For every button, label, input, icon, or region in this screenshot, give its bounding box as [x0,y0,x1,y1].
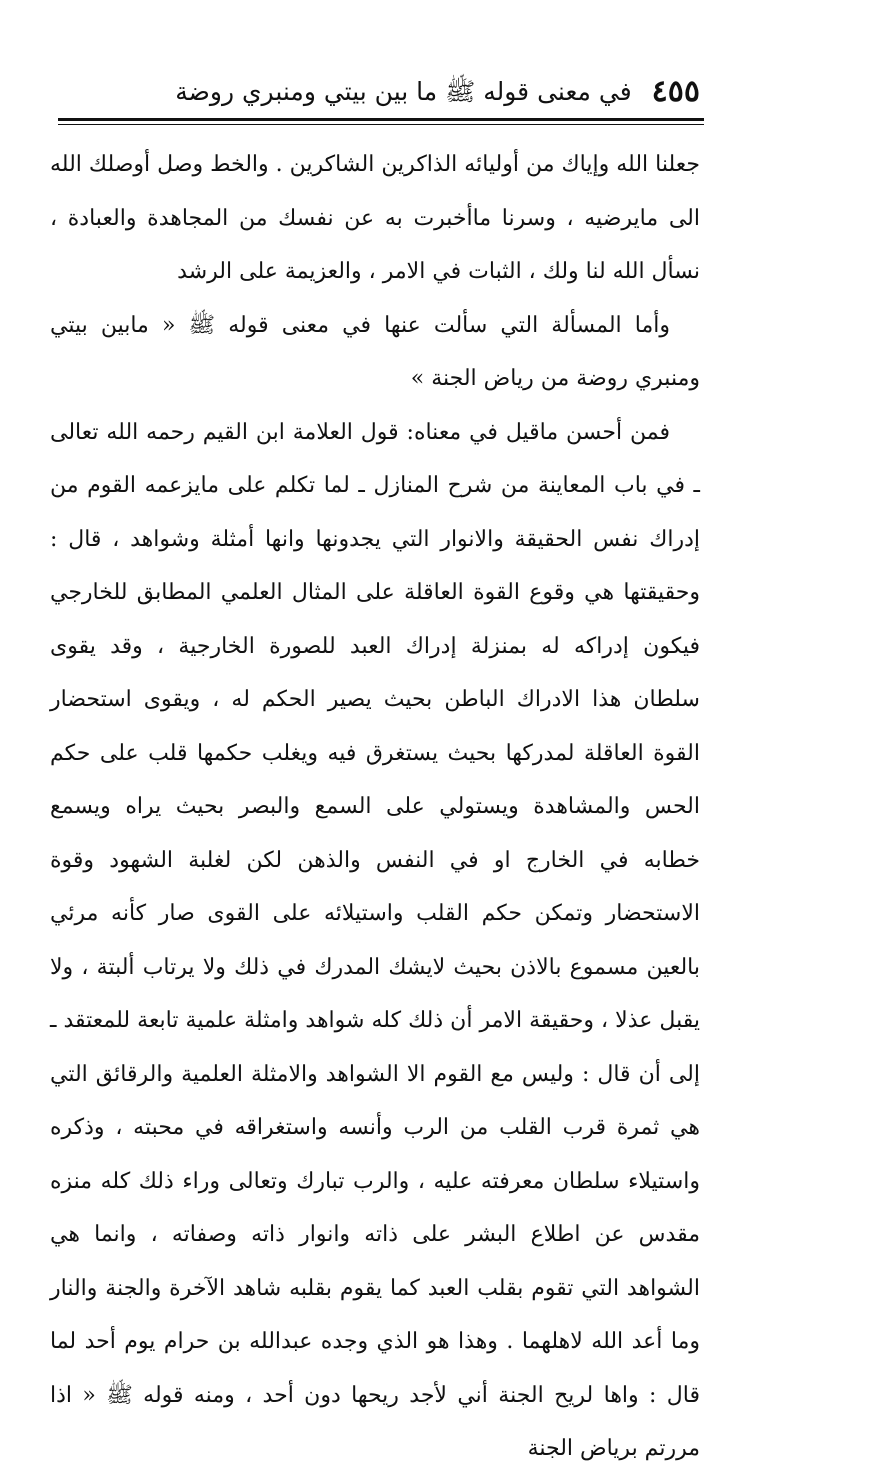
paragraph-opening: جعلنا الله وإياك من أوليائه الذاكرين الشاكرين . والخط وصل أوصلك الله الى مايرضيه ، وسرنا ماأخبرت به عن نفسك من المجاهدة والعبادة ، نسأل الله لنا ولك ، الثبات في الامر ، والعزيمة على الرشد [50,152,700,284]
page-number: ٤٥٥ [651,74,700,109]
header-rule [58,118,704,121]
running-title: في معنى قوله ﷺ ما بين بيتي ومنبري روضة [175,77,632,106]
body-text [50,138,700,1461]
page-header [140,72,700,112]
paragraph-question: وأما المسألة التي سألت عنها في معنى قوله ﷺ « مابين بيتي ومنبري روضة من رياض الجنة » [50,312,700,391]
paragraph-answer: فمن أحسن ماقيل في معناه: قول العلامة ابن القيم رحمه الله تعالى ـ في باب المعاينة من شرح المنازل ـ لما تكلم على مايزعمه القوم من إدراك نفس الحقيقة والانوار التي يجدونها وانها أمثلة وشواهد ، قال : وحقيقتها هي وقوع القوة العاقلة على المثال العلمي المطابق للخارجي فيكون إدراكه له بمنزلة إدراك العبد للصورة الخارجية ، وقد يقوى سلطان هذا الادراك الباطن بحيث يصير الحكم له ، ويقوى استحضار القوة العاقلة لمدركها بحيث يستغرق فيه ويغلب حكمها قلب على حكم الحس والمشاهدة ويستولي على السمع والبصر بحيث يراه ويسمع خطابه في الخارج او في النفس والذهن لكن لغلبة الشهود وقوة الاستحضار وتمكن حكم القلب واستيلائه على القوى صار كأنه مرئي بالعين مسموع بالاذن بحيث لايشك المدرك في ذلك ولا يرتاب ألبتة ، ولا يقبل عذلا ، وحقيقة الامر أن ذلك كله شواهد وامثلة علمية تابعة للمعتقد ـ إلى أن قال : وليس مع القوم الا الشواهد والامثلة العلمية والرقائق التي هي ثمرة قرب القلب من الرب وأنسه واستغراقه في محبته ، وذكره واستيلاء سلطان معرفته عليه ، والرب تبارك وتعالى وراء ذلك كله منزه مقدس عن اطلاع البشر على ذاته وانوار ذاته وصفاته ، وانما هي الشواهد التي تقوم بقلب العبد كما يقوم بقلبه شاهد الآخرة والجنة والنار وما أعد الله لاهلهما . وهذا هو الذي وجده عبدالله بن حرام يوم أحد لما قال : واها لريح الجنة أني لأجد ريحها دون أحد ، ومنه قوله ﷺ « اذا مررتم برياض الجنة [50,419,700,1461]
header-rule-thin [58,124,704,125]
